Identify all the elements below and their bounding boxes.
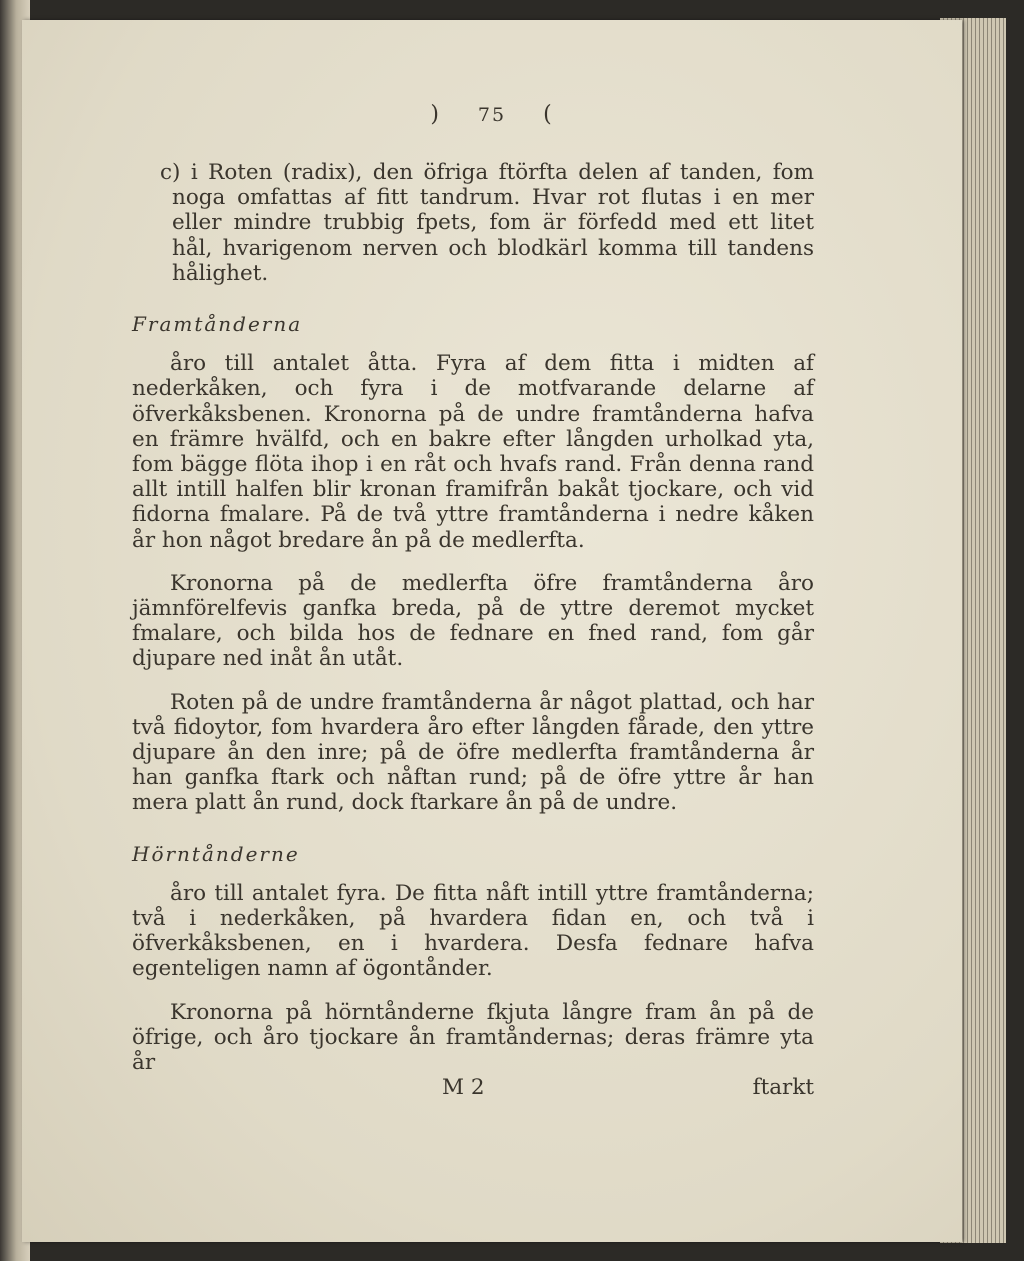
paragraph-horntanderne-2: Kronorna på hörntånderne fkjuta långre fram ån på de öfrige, och åro tjockare ån framtåndernas; deras främre yta år [132,999,814,1076]
paragraph-framtanderna-3: Roten på de undre framtånderna år något plattad, och har två fidoytor, fom hvardera åro efter långden fårade, den yttre djupare ån den inre; på de öfre medlerfta framtånderna år han ganfka ftark och nåftan rund; på de öfre yttre år han mera platt ån rund, dock ftarkare ån på de undre. [132,689,814,816]
header-left-mark: ) [430,102,441,127]
page-number: 75 [477,104,507,126]
paragraph-framtanderna-2: Kronorna på de medlerfta öfre framtånderna åro jämnförelfevis ganfka breda, på de yttre deremot mycket fmalare, och bilda hos de fednare en fned rand, fom går djupare ned inåt ån utåt. [132,570,814,672]
heading-framtanderna: Framtånderna [132,312,303,337]
paragraph-roten: c) i Roten (radix), den öfriga ftörfta delen af tanden, fom noga omfattas af fitt tandrum. Hvar rot flutas i en mer eller mindre trubbig fpets, fom är förfedd med ett litet hål, hvarigenom nerven och blodkärl komma till tandens hålighet. [160,160,814,286]
paragraph-horntanderne-1: åro till antalet fyra. De fitta nåft intill yttre framtånderna; två i nederkåken, på hvardera fidan en, och två i öfverkåksbenen, en i hvardera. Desfa fednare hafva egenteligen namn af ögontånder. [132,880,814,982]
page-body [132,160,814,1075]
heading-horntanderne: Hörntånderne [132,841,300,866]
paragraph-framtanderna-1: åro till antalet åtta. Fyra af dem fitta i midten af nederkåken, och fyra i de motfvarande delarne af öfverkåksbenen. Kronorna på de undre framtånderna hafva en främre hvälfd, och en bakre efter långden urholkad yta, fom bägge flöta ihop i en råt och hvafs rand. Från denna rand allt intill halfen blir kronan framifrån bakåt tjockare, och vid fidorna fmalare. På de två yttre framtånderna i nedre kåken år hon något bredare ån på de medlerfta. [132,351,814,553]
book-page [22,20,962,1242]
signature-mark: M 2 [442,1075,485,1100]
page-header [22,102,962,127]
catchword: ftarkt [752,1075,814,1100]
header-right-mark: ( [543,102,554,127]
